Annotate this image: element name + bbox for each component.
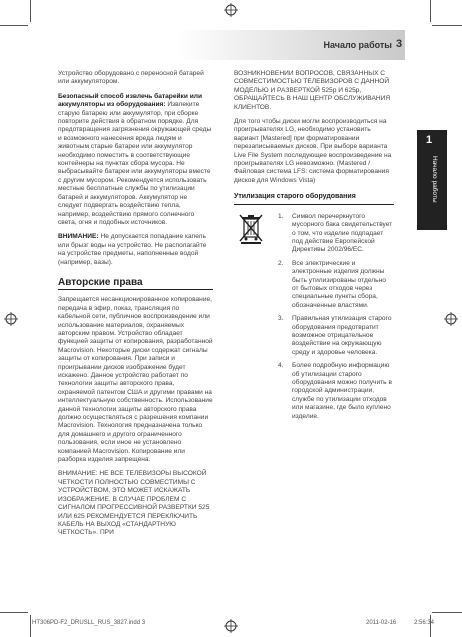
section-heading: Авторские права — [58, 276, 143, 288]
subsection-heading: Утилизация старого оборудования — [234, 193, 356, 201]
chapter-number: 1 — [426, 134, 433, 146]
paragraph — [58, 93, 213, 228]
registration-mark-icon — [224, 619, 238, 633]
paragraph-heading: Безопасный способ извлечь батарейки или аккумуляторы из оборудования: — [58, 92, 203, 109]
chapter-label: Начало работы — [431, 156, 438, 203]
warning-label: ВНИМАНИЕ: — [58, 233, 99, 241]
crop-mark — [0, 612, 28, 613]
paragraph: Для того чтобы диски могли воспроизводиться на проигрывателях LG, необходимо установить вариант [Mastered] при форматировании перезаписываемых дисков. При выборе варианта Live File System последующее воспроизведение на проигрывателях LG невозможно. (Mastered / Файловая система LFS: система форматирования дисков для Windows Vista) — [234, 118, 392, 184]
page-header-title: Начало работы — [323, 40, 392, 50]
crop-mark — [430, 0, 431, 22]
paragraph: Запрещается несанкционированное копирование, передача в эфир, показ, трансляция по кабельной сети, публичное воспроизведение или использование материалов, охраняемых авторским правом. Устройство обладает функцией защиты от копирования, разработанной Macrovision. Некоторые диски содержат сигналы защиты от копирования. При записи и проигрывании дисков изображение будет искажено. Данное устройство работает по технологии защиты авторского права, охраняемой патентом США и другими правами на интеллектуальную собственность. Использование данной технологии защиты авторского права должно осуществляться с разрешения компании Macrovision. Технология предназначена только для домашнего и другого ограниченного пользования, если иное не установлено компанией Macrovision. Копирование или разборка изделия запрещена. — [58, 296, 213, 464]
paragraph — [58, 233, 213, 267]
list-item: 4. Более подробную информацию об утилизации старого оборудования можно получить в городской администрации, службе по утилизации отходов или магазине, где было куплено изделие. — [278, 362, 392, 420]
registration-mark-icon — [444, 312, 458, 326]
disposal-list — [278, 213, 394, 421]
page-number: 3 — [396, 38, 403, 50]
footer-filename: HT306PD-F2_DRUSLL_RUS_3827.indd 3 — [32, 620, 146, 626]
registration-mark-icon — [4, 312, 18, 326]
disposal-block — [234, 213, 394, 421]
registration-mark-icon — [224, 3, 238, 17]
paragraph: ВОЗНИКНОВЕНИИ ВОПРОСОВ, СВЯЗАННЫХ С СОВМЕСТИМОСТЬЮ ТЕЛЕВИЗОРОВ С ДАННОЙ МОДЕЛЬЮ И РАЗВЕРТКОЙ 525p И 625p, ОБРАЩАЙТЕСЬ В НАШ ЦЕНТР ОБСЛУЖИВАНИЯ КЛИЕНТОВ. — [234, 70, 391, 111]
crop-mark — [432, 25, 462, 26]
crop-mark — [432, 612, 462, 613]
crop-mark — [30, 0, 31, 22]
crop-mark — [0, 25, 28, 26]
list-item: 2. Все электрические и электронные изделия должны быть утилизированы отдельно от бытовых отходов через специальные пункты сбора, обозначенные властями. — [278, 259, 386, 309]
left-column — [58, 70, 213, 544]
footer-time: 2:56:34 — [414, 620, 435, 626]
paragraph-text: Не допускается попадание капель или брызг воды на устройство. Не располагайте на устройстве предметы, наполненные водой (например, вазы). — [58, 233, 207, 266]
list-item: 1. Символ перечеркнутого мусорного бака свидетельствует о том, что изделие подпадает под действие Европейской Директивы 2002/96/EC. — [278, 212, 393, 254]
paragraph-text: Извлеките старую батарею или аккумулятор, при сборке повторите действия в обратном порядке. Для предотвращения загрязнения окружающей среды и возможного нанесения вреда людям и животным старые батареи или аккумулятор необходимо поместить в соответствующие контейнеры на пунктах сбора мусора. Не выбрасывайте батареи или аккумуляторы вместе с другим мусором. Рекомендуется использовать местные бесплатные службы по утилизации батарей и аккумуляторов. Аккумулятор не следует подвергать воздействию тепла, например, воздействию прямого солнечного света, огня и подобных источников. — [58, 101, 212, 226]
paragraph: Устройство оборудовано с переносной батарей или аккумулятором. — [58, 70, 204, 86]
divider — [58, 289, 213, 290]
footer-date: 2011-02-16 — [366, 620, 397, 626]
right-column — [234, 70, 394, 426]
list-item: 3. Правильная утилизация старого оборудования предотвратит возможное отрицательное воздействие на окружающую среду и здоровье человека. — [278, 315, 392, 356]
paragraph: ВНИМАНИЕ: НЕ ВСЕ ТЕЛЕВИЗОРЫ ВЫСОКОЙ ЧЕТКОСТИ ПОЛНОСТЬЮ СОВМЕСТИМЫ С УСТРОЙСТВОМ, ЭТО МОЖЕТ ИСКАЖАТЬ ИЗОБРАЖЕНИЕ. В СЛУЧАЕ ПРОБЛЕМ С СИГНАЛОМ ПРОГРЕССИВНОЙ РАЗВЕРТКИ 525 ИЛИ 625 РЕКОМЕНДУЕТСЯ ПЕРЕКЛЮЧИТЬ КАБЕЛЬ НА ВЫХОД «СТАНДАРТНУЮ ЧЕТКОСТЬ». ПРИ — [58, 470, 210, 537]
crop-mark — [30, 615, 31, 637]
divider — [234, 204, 394, 205]
crop-mark — [430, 615, 431, 637]
crossed-bin-icon — [238, 213, 264, 245]
